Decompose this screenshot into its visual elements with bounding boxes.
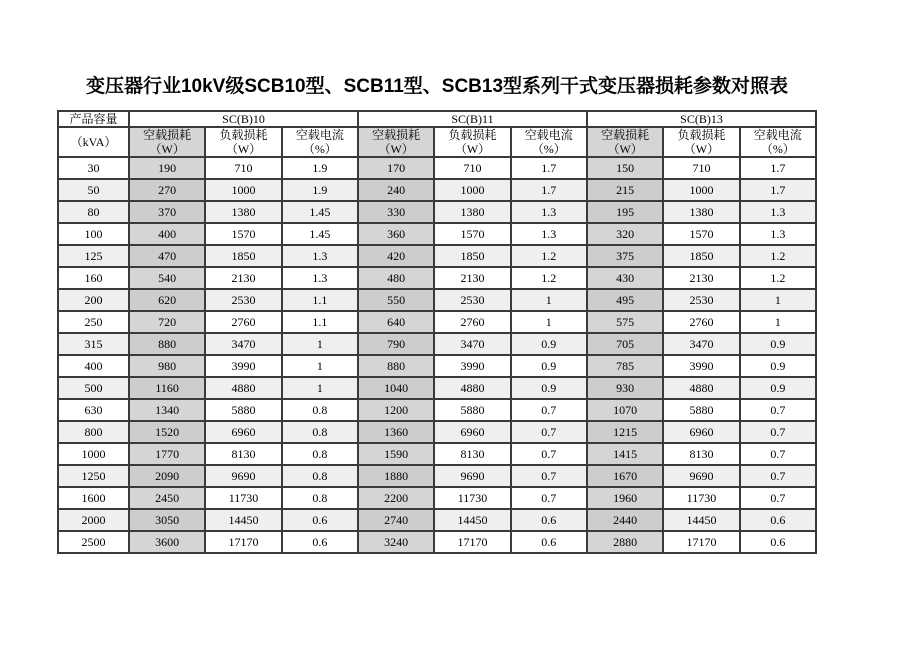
value-cell: 9690 (205, 465, 281, 487)
capacity-cell: 125 (58, 245, 129, 267)
value-cell: 370 (129, 201, 205, 223)
subheader-load-loss-scb11: 负载损耗（W） (434, 127, 510, 157)
value-cell: 2130 (663, 267, 739, 289)
value-cell: 14450 (205, 509, 281, 531)
table-body (58, 157, 816, 553)
value-cell: 930 (587, 377, 663, 399)
value-cell: 4880 (434, 377, 510, 399)
value-cell: 1.3 (282, 245, 358, 267)
table-row (58, 333, 816, 355)
table-row (58, 355, 816, 377)
value-cell: 1670 (587, 465, 663, 487)
table-row (58, 201, 816, 223)
value-cell: 2760 (663, 311, 739, 333)
value-cell: 1 (740, 311, 816, 333)
value-cell: 330 (358, 201, 434, 223)
value-cell: 3600 (129, 531, 205, 553)
value-cell: 0.9 (511, 355, 587, 377)
capacity-cell: 250 (58, 311, 129, 333)
value-cell: 1215 (587, 421, 663, 443)
page-title: 变压器行业10kV级SCB10型、SCB11型、SCB13型系列干式变压器损耗参数对照表 (85, 76, 789, 97)
table-row (58, 487, 816, 509)
value-cell: 0.7 (511, 443, 587, 465)
table-row (58, 289, 816, 311)
value-cell: 2450 (129, 487, 205, 509)
group-header-scb13: SC(B)13 (587, 111, 816, 127)
value-cell: 0.7 (740, 421, 816, 443)
capacity-cell: 80 (58, 201, 129, 223)
value-cell: 880 (129, 333, 205, 355)
value-cell: 880 (358, 355, 434, 377)
capacity-cell: 1250 (58, 465, 129, 487)
value-cell: 400 (129, 223, 205, 245)
value-cell: 1 (511, 289, 587, 311)
value-cell: 1.1 (282, 289, 358, 311)
value-cell: 3240 (358, 531, 434, 553)
value-cell: 710 (205, 157, 281, 179)
value-cell: 0.8 (282, 421, 358, 443)
value-cell: 4880 (205, 377, 281, 399)
value-cell: 0.9 (511, 377, 587, 399)
value-cell: 705 (587, 333, 663, 355)
value-cell: 1520 (129, 421, 205, 443)
value-cell: 0.9 (511, 333, 587, 355)
value-cell: 1570 (663, 223, 739, 245)
value-cell: 8130 (663, 443, 739, 465)
value-cell: 1.2 (740, 245, 816, 267)
value-cell: 1 (511, 311, 587, 333)
subheader-load-loss-scb10: 负载损耗（W） (205, 127, 281, 157)
value-cell: 11730 (434, 487, 510, 509)
value-cell: 575 (587, 311, 663, 333)
value-cell: 3470 (434, 333, 510, 355)
value-cell: 0.7 (511, 399, 587, 421)
capacity-cell: 100 (58, 223, 129, 245)
value-cell: 6960 (205, 421, 281, 443)
value-cell: 195 (587, 201, 663, 223)
capacity-cell: 30 (58, 157, 129, 179)
capacity-cell: 1600 (58, 487, 129, 509)
value-cell: 170 (358, 157, 434, 179)
value-cell: 1.7 (740, 157, 816, 179)
value-cell: 0.7 (740, 487, 816, 509)
value-cell: 1570 (434, 223, 510, 245)
value-cell: 240 (358, 179, 434, 201)
value-cell: 2200 (358, 487, 434, 509)
capacity-header: 产品容量 (58, 111, 129, 127)
value-cell: 1850 (434, 245, 510, 267)
table-row (58, 157, 816, 179)
value-cell: 375 (587, 245, 663, 267)
value-cell: 1200 (358, 399, 434, 421)
capacity-cell: 2500 (58, 531, 129, 553)
value-cell: 1590 (358, 443, 434, 465)
value-cell: 0.6 (282, 509, 358, 531)
value-cell: 2530 (434, 289, 510, 311)
value-cell: 1.7 (511, 179, 587, 201)
capacity-cell: 2000 (58, 509, 129, 531)
value-cell: 1.1 (282, 311, 358, 333)
capacity-cell: 50 (58, 179, 129, 201)
value-cell: 1 (282, 333, 358, 355)
value-cell: 1.2 (740, 267, 816, 289)
value-cell: 270 (129, 179, 205, 201)
value-cell: 0.9 (740, 377, 816, 399)
value-cell: 980 (129, 355, 205, 377)
value-cell: 3990 (663, 355, 739, 377)
value-cell: 17170 (434, 531, 510, 553)
table-row (58, 377, 816, 399)
table-row (58, 179, 816, 201)
value-cell: 3990 (434, 355, 510, 377)
value-cell: 1 (282, 377, 358, 399)
value-cell: 2530 (663, 289, 739, 311)
value-cell: 1.3 (511, 201, 587, 223)
capacity-cell: 500 (58, 377, 129, 399)
value-cell: 3990 (205, 355, 281, 377)
value-cell: 1.3 (740, 201, 816, 223)
value-cell: 1850 (663, 245, 739, 267)
value-cell: 1.45 (282, 223, 358, 245)
value-cell: 0.8 (282, 443, 358, 465)
value-cell: 5880 (663, 399, 739, 421)
group-header-scb11: SC(B)11 (358, 111, 587, 127)
value-cell: 4880 (663, 377, 739, 399)
capacity-cell: 315 (58, 333, 129, 355)
value-cell: 0.9 (740, 333, 816, 355)
subheader-no-load-current-scb10: 空载电流（%） (282, 127, 358, 157)
capacity-cell: 800 (58, 421, 129, 443)
value-cell: 11730 (663, 487, 739, 509)
value-cell: 1.7 (511, 157, 587, 179)
value-cell: 14450 (434, 509, 510, 531)
value-cell: 8130 (434, 443, 510, 465)
value-cell: 1.3 (511, 223, 587, 245)
value-cell: 17170 (205, 531, 281, 553)
value-cell: 2090 (129, 465, 205, 487)
value-cell: 1.9 (282, 179, 358, 201)
value-cell: 0.7 (740, 465, 816, 487)
table-row (58, 443, 816, 465)
value-cell: 785 (587, 355, 663, 377)
table-row (58, 421, 816, 443)
value-cell: 3050 (129, 509, 205, 531)
value-cell: 2760 (205, 311, 281, 333)
value-cell: 640 (358, 311, 434, 333)
value-cell: 0.7 (511, 421, 587, 443)
table-row (58, 399, 816, 421)
group-header-row (58, 111, 816, 127)
value-cell: 3470 (663, 333, 739, 355)
value-cell: 1.45 (282, 201, 358, 223)
value-cell: 3470 (205, 333, 281, 355)
value-cell: 2440 (587, 509, 663, 531)
value-cell: 2530 (205, 289, 281, 311)
value-cell: 0.6 (282, 531, 358, 553)
table-container (57, 110, 817, 554)
value-cell: 1 (740, 289, 816, 311)
table-row (58, 245, 816, 267)
capacity-cell: 200 (58, 289, 129, 311)
subheader-no-load-current-scb13: 空载电流（%） (740, 127, 816, 157)
value-cell: 360 (358, 223, 434, 245)
value-cell: 430 (587, 267, 663, 289)
value-cell: 8130 (205, 443, 281, 465)
value-cell: 1160 (129, 377, 205, 399)
value-cell: 1.3 (740, 223, 816, 245)
transformer-loss-table (57, 110, 817, 554)
value-cell: 0.7 (740, 399, 816, 421)
value-cell: 1.9 (282, 157, 358, 179)
value-cell: 1.2 (511, 245, 587, 267)
value-cell: 1340 (129, 399, 205, 421)
value-cell: 1070 (587, 399, 663, 421)
table-row (58, 311, 816, 333)
value-cell: 1.2 (511, 267, 587, 289)
value-cell: 1040 (358, 377, 434, 399)
value-cell: 0.6 (740, 531, 816, 553)
subheader-no-load-loss-scb10: 空载损耗（W） (129, 127, 205, 157)
value-cell: 2130 (205, 267, 281, 289)
value-cell: 1850 (205, 245, 281, 267)
value-cell: 1000 (663, 179, 739, 201)
value-cell: 620 (129, 289, 205, 311)
value-cell: 1770 (129, 443, 205, 465)
value-cell: 550 (358, 289, 434, 311)
value-cell: 1380 (434, 201, 510, 223)
value-cell: 6960 (434, 421, 510, 443)
value-cell: 1.7 (740, 179, 816, 201)
value-cell: 0.8 (282, 487, 358, 509)
value-cell: 14450 (663, 509, 739, 531)
value-cell: 320 (587, 223, 663, 245)
table-row (58, 465, 816, 487)
table-row (58, 509, 816, 531)
capacity-cell: 160 (58, 267, 129, 289)
subheader-no-load-current-scb11: 空载电流（%） (511, 127, 587, 157)
table-header (58, 111, 816, 157)
value-cell: 1380 (663, 201, 739, 223)
value-cell: 0.7 (511, 465, 587, 487)
value-cell: 5880 (205, 399, 281, 421)
value-cell: 0.6 (740, 509, 816, 531)
value-cell: 11730 (205, 487, 281, 509)
value-cell: 0.9 (740, 355, 816, 377)
value-cell: 0.8 (282, 399, 358, 421)
value-cell: 1570 (205, 223, 281, 245)
capacity-unit-header: （kVA） (58, 127, 129, 157)
capacity-cell: 400 (58, 355, 129, 377)
capacity-cell: 630 (58, 399, 129, 421)
value-cell: 1 (282, 355, 358, 377)
value-cell: 215 (587, 179, 663, 201)
table-row (58, 531, 816, 553)
subheader-load-loss-scb13: 负载损耗（W） (663, 127, 739, 157)
value-cell: 790 (358, 333, 434, 355)
value-cell: 2760 (434, 311, 510, 333)
value-cell: 190 (129, 157, 205, 179)
value-cell: 720 (129, 311, 205, 333)
sub-header-row (58, 127, 816, 157)
value-cell: 1960 (587, 487, 663, 509)
value-cell: 420 (358, 245, 434, 267)
value-cell: 1415 (587, 443, 663, 465)
value-cell: 540 (129, 267, 205, 289)
value-cell: 1000 (205, 179, 281, 201)
value-cell: 1360 (358, 421, 434, 443)
value-cell: 2130 (434, 267, 510, 289)
value-cell: 9690 (663, 465, 739, 487)
value-cell: 2880 (587, 531, 663, 553)
value-cell: 710 (663, 157, 739, 179)
value-cell: 17170 (663, 531, 739, 553)
value-cell: 1380 (205, 201, 281, 223)
value-cell: 9690 (434, 465, 510, 487)
value-cell: 0.7 (511, 487, 587, 509)
value-cell: 495 (587, 289, 663, 311)
subheader-no-load-loss-scb11: 空载损耗（W） (358, 127, 434, 157)
value-cell: 1000 (434, 179, 510, 201)
value-cell: 710 (434, 157, 510, 179)
value-cell: 480 (358, 267, 434, 289)
value-cell: 0.6 (511, 531, 587, 553)
value-cell: 150 (587, 157, 663, 179)
value-cell: 5880 (434, 399, 510, 421)
table-row (58, 267, 816, 289)
value-cell: 470 (129, 245, 205, 267)
value-cell: 0.6 (511, 509, 587, 531)
capacity-cell: 1000 (58, 443, 129, 465)
subheader-no-load-loss-scb13: 空载损耗（W） (587, 127, 663, 157)
value-cell: 1.3 (282, 267, 358, 289)
group-header-scb10: SC(B)10 (129, 111, 358, 127)
value-cell: 0.8 (282, 465, 358, 487)
value-cell: 6960 (663, 421, 739, 443)
value-cell: 2740 (358, 509, 434, 531)
value-cell: 1880 (358, 465, 434, 487)
table-row (58, 223, 816, 245)
value-cell: 0.7 (740, 443, 816, 465)
